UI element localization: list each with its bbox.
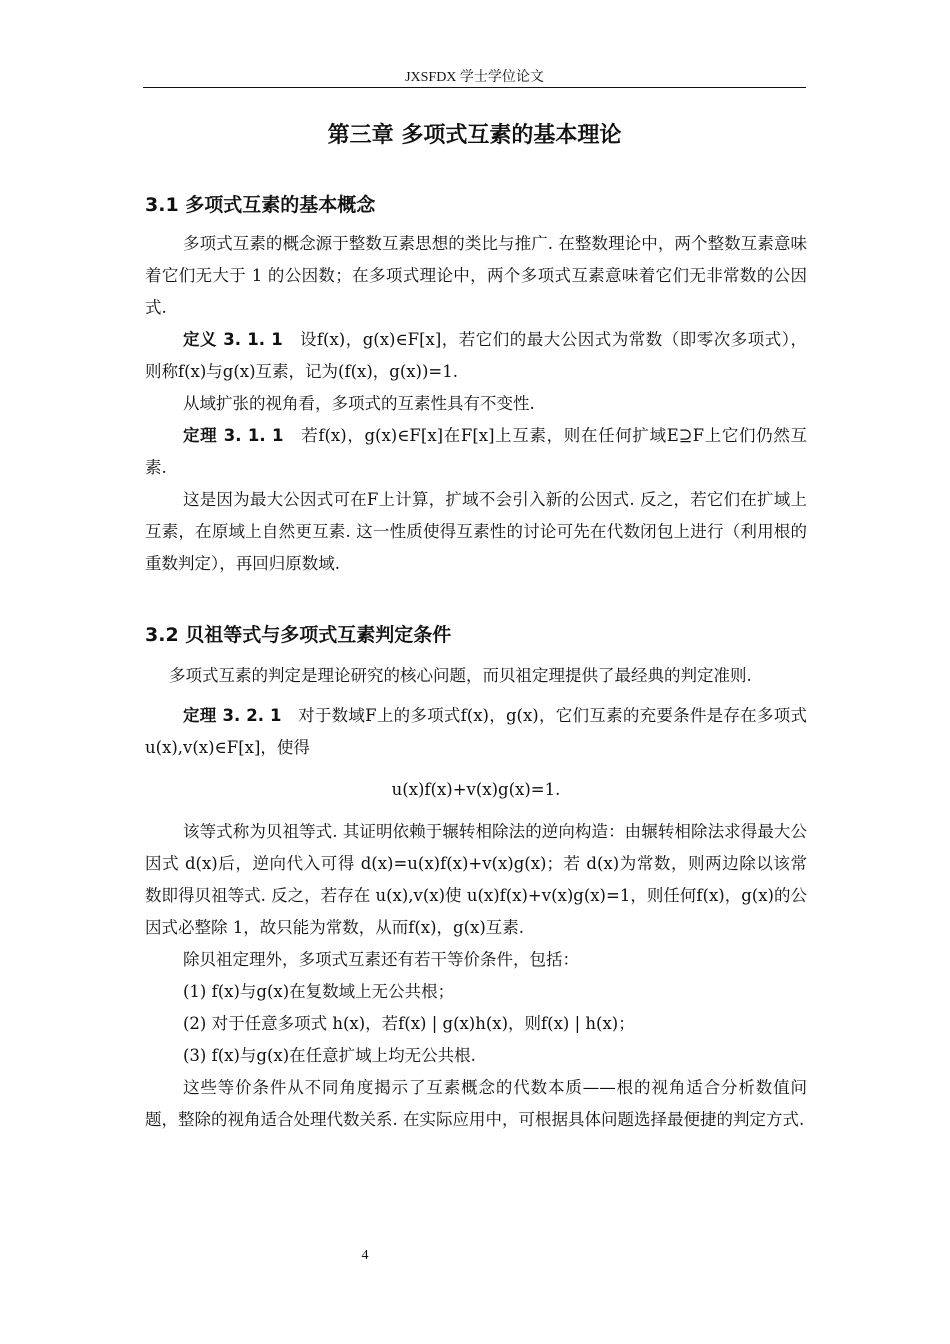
list-item: (1) f(x)与g(x)在复数域上无公共根；	[183, 982, 455, 1001]
list-item: (3) f(x)与g(x)在任意扩域上均无公共根.	[183, 1046, 476, 1065]
section-body-3-2	[145, 660, 807, 1136]
paragraph: 多项式互素的判定是理论研究的核心问题，而贝祖定理提供了最经典的判定准则.	[169, 666, 752, 685]
definition-3-1-1	[145, 324, 807, 388]
section-title-3-2: 3.2 贝祖等式与多项式互素判定条件	[145, 624, 452, 646]
theorem-3-1-1	[145, 420, 807, 484]
paragraph: 多项式互素的概念源于整数互素思想的类比与推广. 在整数理论中，两个整数互素意味着它们无大于 1 的公因数；在多项式理论中，两个多项式互素意味着它们无非常数的公因式.	[145, 234, 807, 317]
definition-text: 设f(x)，g(x)∈F[x]，若它们的最大公因式为常数（即零次多项式），则称f(x)与g(x)互素，记为(f(x)，g(x))=1.	[145, 330, 807, 381]
theorem-3-2-1	[145, 700, 807, 764]
list-item: (2) 对于任意多项式 h(x)，若f(x) | g(x)h(x)，则f(x) | h(x)；	[183, 1014, 635, 1033]
bezout-formula: u(x)f(x)+v(x)g(x)=1.	[391, 780, 561, 799]
section-body-3-1	[145, 228, 807, 580]
definition-label: 定义 3. 1. 1	[183, 330, 283, 349]
running-head: JXSFDX 学士学位论文	[405, 70, 544, 85]
paragraph: 这是因为最大公因式可在F上计算，扩域不会引入新的公因式. 反之，若它们在扩域上互素，在原域上自然更互素. 这一性质使得互素性的讨论可先在代数闭包上进行（利用根的重数判定），再回归原数域.	[145, 490, 807, 573]
theorem-label: 定理 3. 2. 1	[183, 706, 282, 725]
paragraph: 这些等价条件从不同角度揭示了互素概念的代数本质——根的视角适合分析数值问题，整除的视角适合处理代数关系. 在实际应用中，可根据具体问题选择最便捷的判定方式.	[145, 1078, 807, 1129]
chapter-title: 第三章 多项式互素的基本理论	[327, 123, 622, 148]
theorem-text: 对于数域F上的多项式f(x)，g(x)，它们互素的充要条件是存在多项式 u(x),v(x)∈F[x]，使得	[145, 706, 807, 757]
paragraph: 从域扩张的视角看，多项式的互素性具有不变性.	[183, 394, 535, 413]
paragraph: 除贝祖定理外，多项式互素还有若干等价条件，包括：	[183, 950, 579, 969]
header-rule	[143, 87, 806, 88]
theorem-label: 定理 3. 1. 1	[183, 426, 284, 445]
section-title-3-1: 3.1 多项式互素的基本概念	[145, 194, 376, 216]
theorem-text: 若f(x)，g(x)∈F[x]在F[x]上互素，则在任何扩域E⊇F上它们仍然互素.	[145, 426, 807, 477]
paragraph: 该等式称为贝祖等式. 其证明依赖于辗转相除法的逆向构造：由辗转相除法求得最大公因式 d(x)后，逆向代入可得 d(x)=u(x)f(x)+v(x)g(x)；若 d(x)为常数，则两边除以该常数即得贝祖等式. 反之，若存在 u(x),v(x)使 u(x)f(x)+v(x)g(x)=1，则任何f(x)，g(x)的公因式必整除 1，故只能为常数，从而f(x)，g(x)互素.	[145, 822, 807, 937]
page-number: 4	[361, 1248, 369, 1263]
